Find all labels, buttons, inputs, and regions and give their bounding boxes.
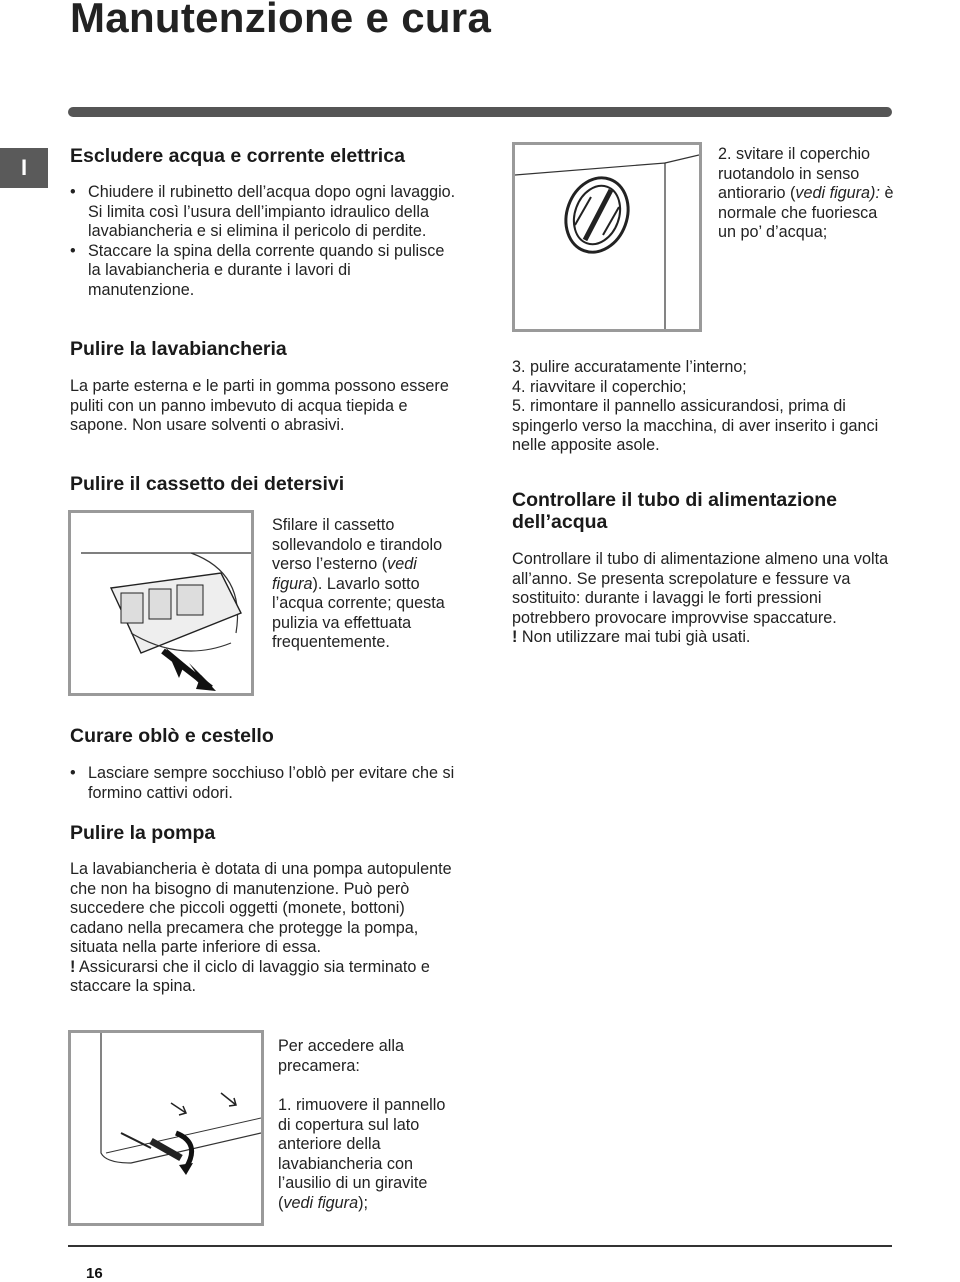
paragraph: 2. svitare il coperchio ruotandolo in senso antiorario (vedi figura): è normale che fuoriesca un po’ d’acqua; <box>718 145 894 241</box>
warning-paragraph: ! Non utilizzare mai tubi già usati. <box>512 628 751 646</box>
page-title: Manutenzione e cura <box>70 0 492 41</box>
paragraph: La parte esterna e le parti in gomma possono essere puliti con un panno imbevuto di acqua tiepida e sapone. Non usare solventi o abrasivi. <box>70 377 449 434</box>
page-number: 16 <box>86 1265 103 1282</box>
paragraph: La lavabiancheria è dotata di una pompa autopulente che non ha bisogno di manutenzione. Può però succedere che piccoli oggetti (monete, bottoni) cadano nella precamera che protegge la pompa, situata nella parte inferiore di essa. <box>70 860 452 956</box>
section-disconnect <box>70 145 460 300</box>
footer-rule <box>68 1245 892 1247</box>
panel-figure <box>68 1030 264 1226</box>
header-rule <box>68 107 892 117</box>
list-item: 4. riavvitare il coperchio; <box>512 377 687 396</box>
drawer-figure <box>68 510 254 696</box>
paragraph: Controllare il tubo di alimentazione almeno una volta all’anno. Se presenta screpolature e fessure va sostituito: durante i lavaggi le forti pressioni potrebbero provocare improvvise spaccature. <box>512 550 889 627</box>
steps-3-5 <box>512 358 892 456</box>
section-door-drum <box>70 725 460 803</box>
language-tab: I <box>0 148 48 188</box>
warning-paragraph: ! Assicurarsi che il ciclo di lavaggio sia terminato e staccare la spina. <box>70 957 430 995</box>
step-1: 1. rimuovere il pannello di copertura sul lato anteriore della lavabiancheria con l’ausilio di un giravite (vedi figura); <box>278 1096 446 1212</box>
section-clean-pump <box>70 822 460 997</box>
paragraph: Per accedere alla precamera: <box>278 1037 404 1075</box>
pump-cap-figure <box>512 142 702 332</box>
section-heading: Escludere acqua e corrente elettrica <box>70 145 405 167</box>
list-item: • Staccare la spina della corrente quando si pulisce la lavabiancheria e durante i lavori di manutenzione. <box>70 242 460 301</box>
section-heading: Controllare il tubo di alimentazione dell’acqua <box>512 489 838 533</box>
pump-cap-unscrew-illustration <box>515 145 699 329</box>
drawer-removal-illustration <box>71 513 251 693</box>
list-item: • Chiudere il rubinetto dell’acqua dopo ogni lavaggio. Si limita così l’usura dell’impianto idraulico della lavabiancheria e si elimina il pericolo di perdite. <box>70 183 460 242</box>
section-heading: Pulire il cassetto dei detersivi <box>70 473 345 495</box>
section-heading: Pulire la pompa <box>70 822 216 844</box>
list-item: 3. pulire accuratamente l’interno; <box>512 358 747 376</box>
drawer-instructions <box>272 516 462 653</box>
bullet-list <box>70 764 460 803</box>
section-heading: Curare oblò e cestello <box>70 725 274 747</box>
step-2 <box>718 145 898 243</box>
pump-access-instructions <box>278 1037 458 1213</box>
step-list <box>512 358 892 456</box>
panel-screwdriver-illustration <box>71 1033 261 1223</box>
list-item: • Lasciare sempre socchiuso l’oblò per evitare che si formino cattivi odori. <box>70 764 460 803</box>
section-clean-machine <box>70 338 460 436</box>
paragraph: Sfilare il cassetto sollevandolo e tirandolo verso l’esterno (vedi figura). Lavarlo sotto l’acqua corrente; questa pulizia va effettuata frequentemente. <box>272 516 445 651</box>
section-clean-drawer <box>70 473 460 495</box>
section-heading: Pulire la lavabiancheria <box>70 338 287 360</box>
list-item: 5. rimontare il pannello assicurandosi, prima di spingerlo verso la macchina, di aver inserito i ganci nelle apposite asole. <box>512 397 879 454</box>
bullet-list <box>70 183 460 300</box>
section-check-hose <box>512 489 892 648</box>
